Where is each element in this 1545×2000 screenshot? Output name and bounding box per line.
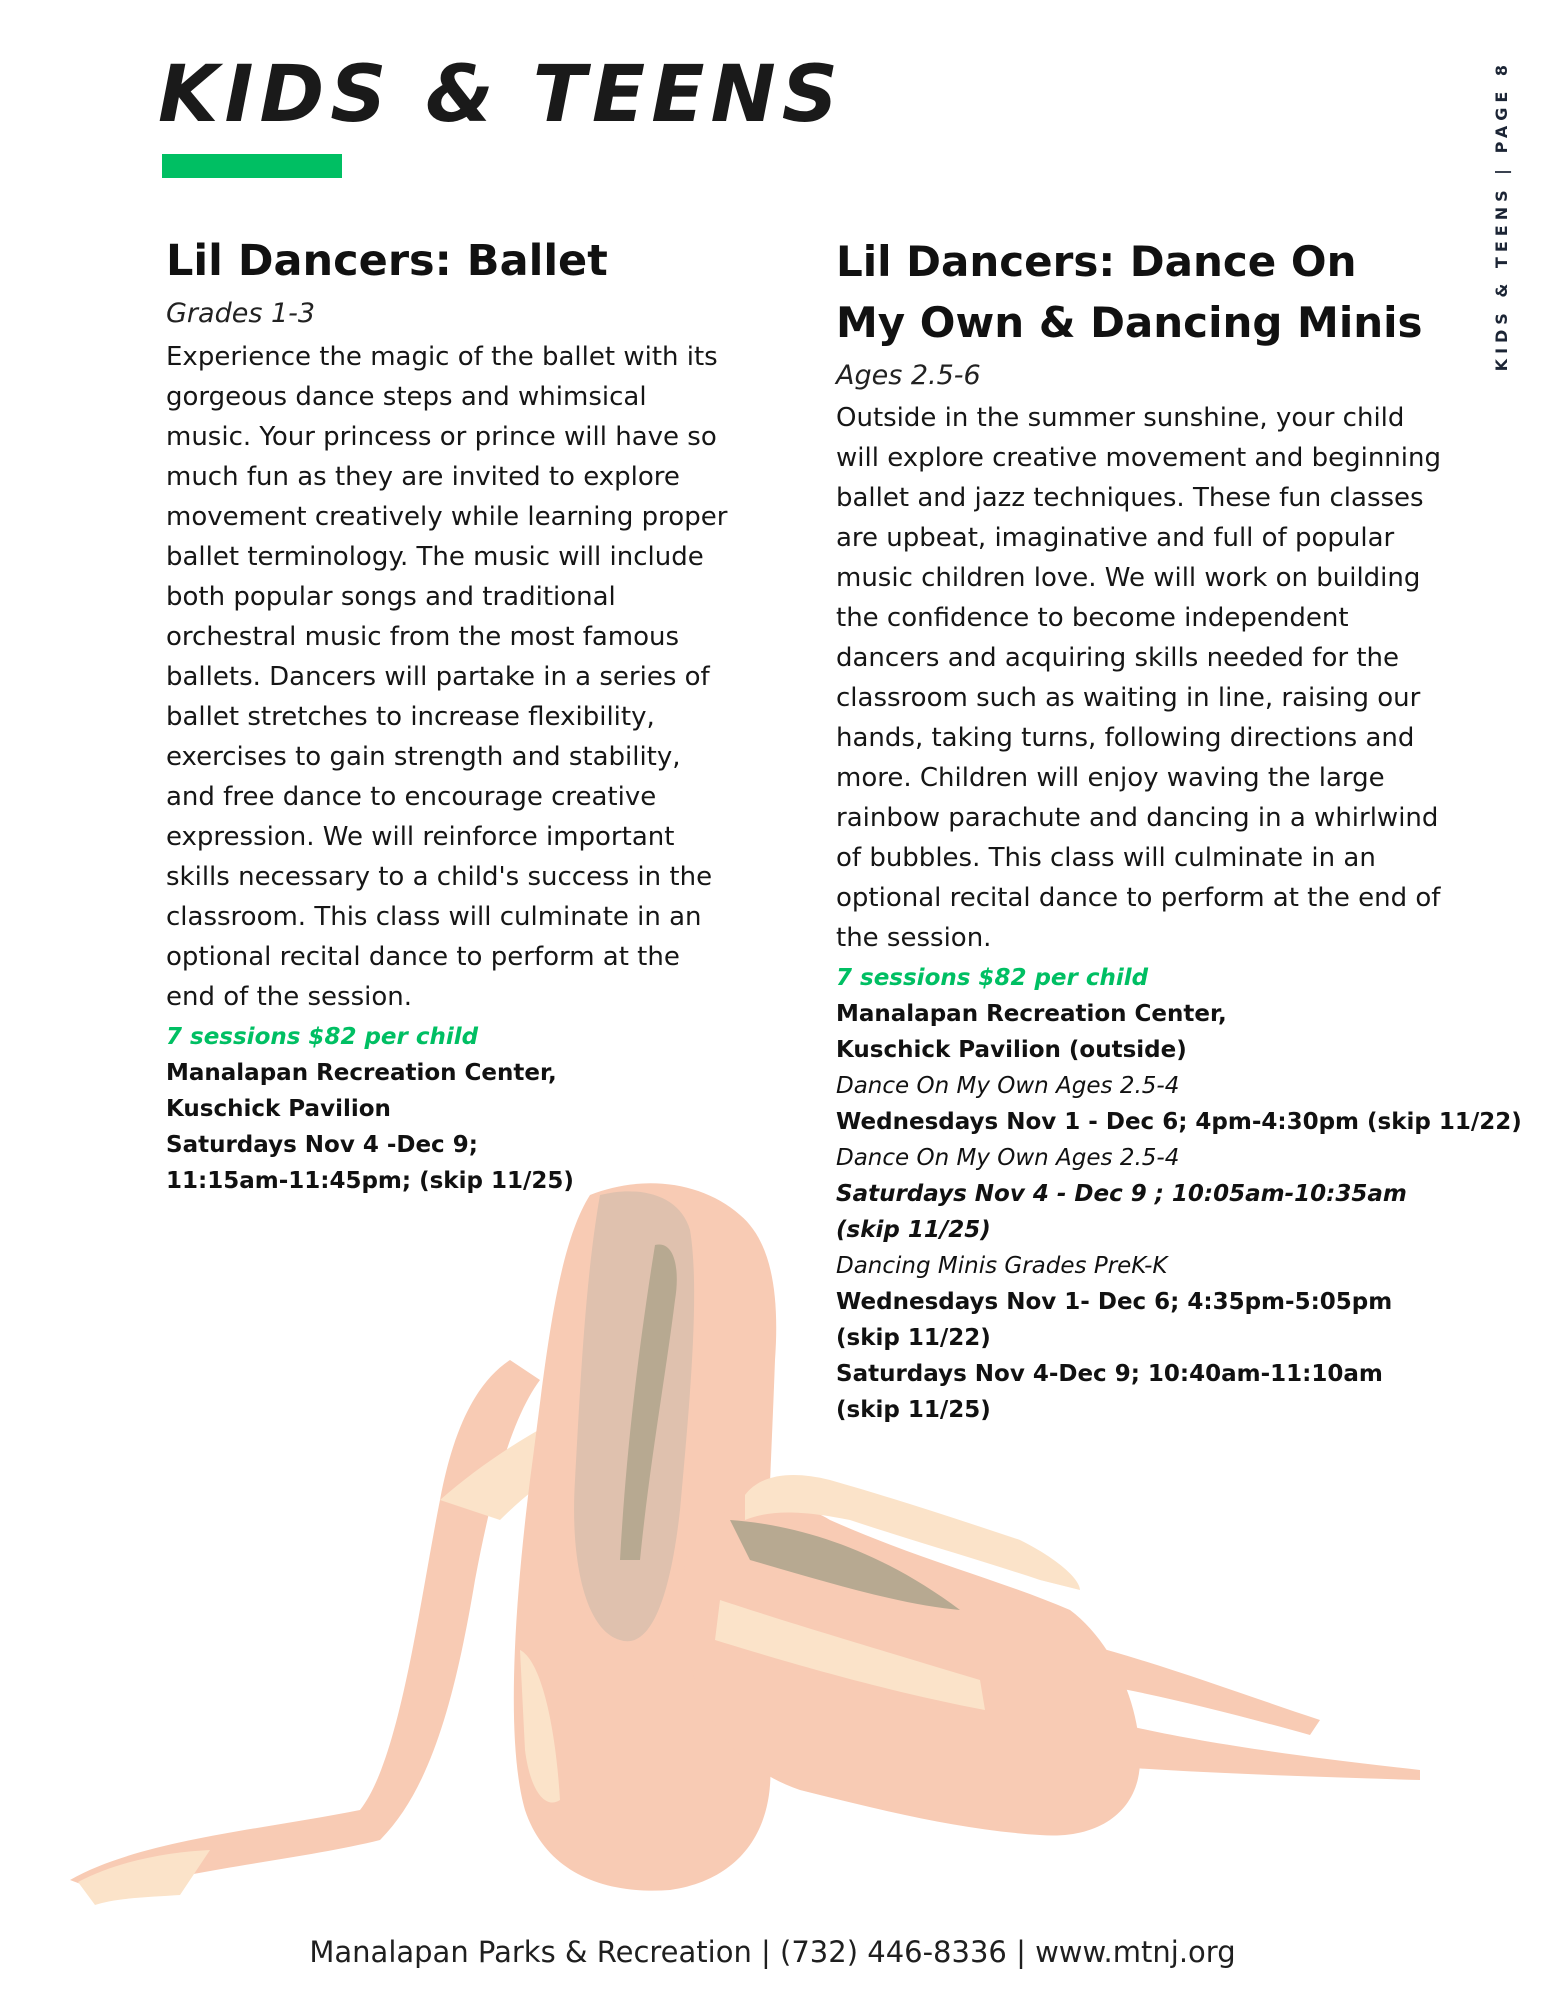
ballet-price: 7 sessions $82 per child xyxy=(166,1023,479,1050)
footer: Manalapan Parks & Recreation | (732) 446-8336 | www.mtnj.org xyxy=(309,1935,1236,1969)
dance-session2-time-line2: (skip 11/25) xyxy=(836,1217,991,1244)
dance-session3-label: Dancing Minis Grades PreK-K xyxy=(836,1253,1168,1280)
dance-session4-time-line1: Saturdays Nov 4-Dec 9; 10:40am-11:10am xyxy=(836,1361,1383,1388)
ballet-title: Lil Dancers: Ballet xyxy=(166,236,608,286)
dance-ages: Ages 2.5-6 xyxy=(836,359,981,391)
page-title: KIDS & TEENS xyxy=(158,50,844,140)
dance-session2-time-line1: Saturdays Nov 4 - Dec 9 ; 10:05am-10:35am xyxy=(836,1181,1407,1208)
dance-column xyxy=(836,232,1526,1428)
dance-price: 7 sessions $82 per child xyxy=(836,965,1149,992)
dance-session4-time-line2: (skip 11/25) xyxy=(836,1397,991,1424)
dance-session3-time-line1: Wednesdays Nov 1- Dec 6; 4:35pm-5:05pm xyxy=(836,1289,1393,1316)
dance-session1-label: Dance On My Own Ages 2.5-4 xyxy=(836,1073,1180,1100)
dance-title-line2: My Own & Dancing Minis xyxy=(836,297,1423,347)
dance-session2-label: Dance On My Own Ages 2.5-4 xyxy=(836,1145,1180,1172)
side-tab-label: KIDS & TEENS | PAGE 8 xyxy=(1492,60,1511,372)
ballet-schedule-line2: 11:15am-11:45pm; (skip 11/25) xyxy=(166,1167,574,1194)
title-accent-bar xyxy=(162,154,342,178)
dance-location-line2: Kuschick Pavilion (outside) xyxy=(836,1037,1187,1064)
ballet-column xyxy=(166,230,736,1199)
dance-location-line1: Manalapan Recreation Center, xyxy=(836,1001,1227,1028)
ballet-grades: Grades 1-3 xyxy=(166,298,316,330)
ballet-location-line2: Kuschick Pavilion xyxy=(166,1095,391,1122)
dance-description: Outside in the summer sunshine, your child will explore creative movement and beginning ballet and jazz techniques. These fun classes are upbeat, imaginative and full of popular music children love. We will work on building the confidence to become independent dancers and acquiring skills needed for the classroom such as waiting in line, raising our hands, taking turns, following directions and more. Children will enjoy waving the large rainbow parachute and dancing in a whirlwind of bubbles. This class will culminate in an optional recital dance to perform at the end of the session. xyxy=(836,403,1441,954)
dance-title-line1: Lil Dancers: Dance On xyxy=(836,237,1357,286)
ballet-location-line1: Manalapan Recreation Center, xyxy=(166,1059,557,1086)
ballet-schedule-line1: Saturdays Nov 4 -Dec 9; xyxy=(166,1131,478,1158)
dance-session3-time-line2: (skip 11/22) xyxy=(836,1325,991,1352)
ballet-description: Experience the magic of the ballet with its gorgeous dance steps and whimsical music. Your princess or prince will have so much fun as they are invited to explore movement creatively while learning proper ballet terminology. The music will include both popular songs and traditional orchestral music from the most famous ballets. Dancers will partake in a series of ballet stretches to increase flexibility, exercises to gain strength and stability, and free dance to encourage creative expression. We will reinforce important skills necessary to a child's success in the classroom. This class will culminate in an optional recital dance to perform at the end of the session. xyxy=(166,341,728,1012)
dance-session1-time: Wednesdays Nov 1 - Dec 6; 4pm-4:30pm (skip 11/22) xyxy=(836,1109,1522,1136)
